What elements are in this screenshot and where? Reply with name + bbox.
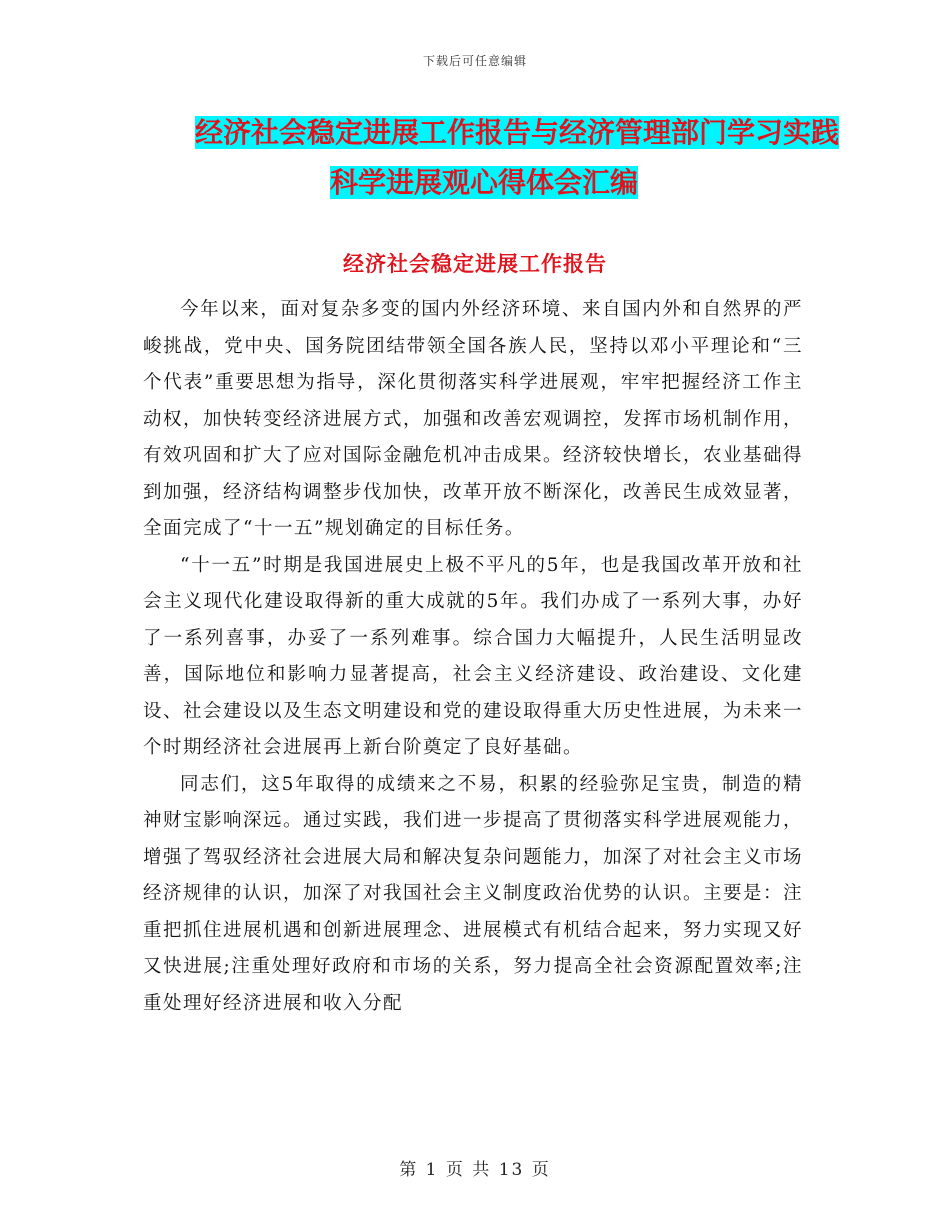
document-title bbox=[150, 108, 850, 208]
paragraph: 今年以来，面对复杂多变的国内外经济环境、来自国内外和自然界的严峻挑战，党中央、国务院团结带领全国各族人民，坚持以邓小平理论和“三个代表”重要思想为指导，深化贯彻落实科学进展观，牢牢把握经济工作主动权，加快转变经济进展方式，加强和改善宏观调控，发挥市场机制作用，有效巩固和扩大了应对国际金融危机冲击成果。经济较快增长，农业基础得到加强，经济结构调整步伐加快，改革开放不断深化，改善民生成效显著，全面完成了“十一五”规划确定的目标任务。 bbox=[143, 299, 804, 539]
title-line-2 bbox=[150, 158, 850, 208]
paragraph: “十一五”时期是我国进展史上极不平凡的5年，也是我国改革开放和社会主义现代化建设取得新的重大成就的5年。我们办成了一系列大事，办好了一系列喜事，办妥了一系列难事。综合国力大幅提升，人民生活明显改善，国际地位和影响力显著提高，社会主义经济建设、政治建设、文化建设、社会建设以及生态文明建设和党的建设取得重大历史性进展，为未来一个时期经济社会进展再上新台阶奠定了良好基础。 bbox=[143, 554, 804, 758]
page-number-footer: 第 1 页 共 13 页 bbox=[399, 1160, 551, 1180]
header-note: 下载后可任意编辑 bbox=[422, 54, 527, 68]
title-line-1 bbox=[150, 108, 850, 158]
body-text bbox=[143, 292, 803, 1022]
title-line-2-text: 科学进展观心得体会汇编 bbox=[330, 166, 639, 199]
section-title: 经济社会稳定进展工作报告 bbox=[343, 252, 607, 276]
paragraph: 同志们，这5年取得的成绩来之不易，积累的经验弥足宝贵，制造的精神财宝影响深远。通过实践，我们进一步提高了贯彻落实科学进展观能力，增强了驾驭经济社会进展大局和解决复杂问题能力，加深了对社会主义市场经济规律的认识，加深了对我国社会主义制度政治优势的认识。主要是：注重把抓住进展机遇和创新进展理念、进展模式有机结合起来，努力实现又好又快进展;注重处理好政府和市场的关系，努力提高全社会资源配置效率;注重处理好经济进展和收入分配 bbox=[143, 773, 804, 1014]
title-line-1-text: 经济社会稳定进展工作报告与经济管理部门学习实践 bbox=[195, 116, 840, 149]
